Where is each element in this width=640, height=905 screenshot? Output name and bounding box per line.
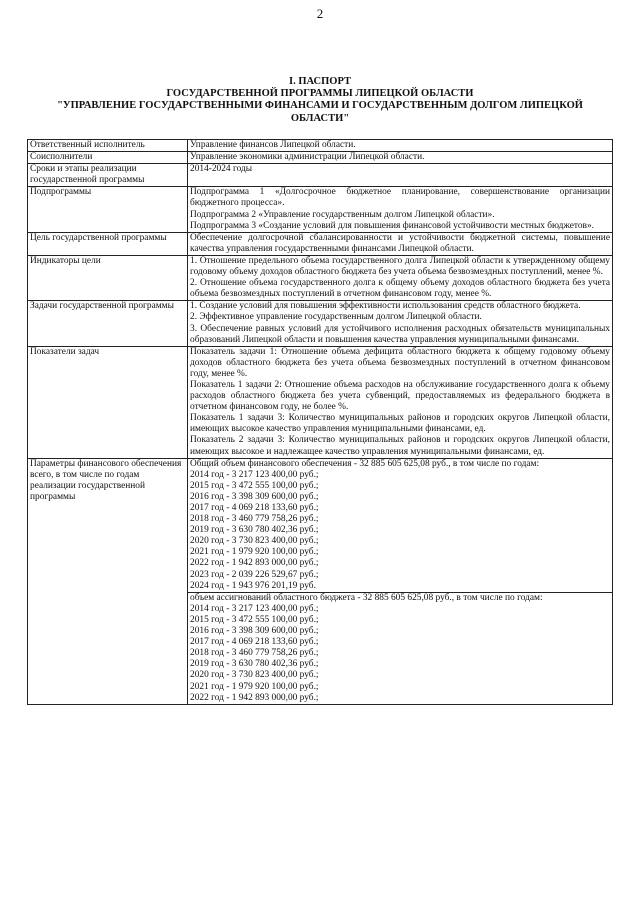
row-value xyxy=(188,152,613,164)
row-value xyxy=(188,164,613,187)
financing-regional-title: объем ассигнований областного бюджета - 32 885 605 625,08 руб., в том числе по годам: xyxy=(190,592,543,603)
financing-year: 2018 год - 3 460 779 758,26 руб.; xyxy=(190,648,319,659)
row-label: Параметры финансового обеспечения всего, в том числе по годам реализации государственной программы xyxy=(28,458,188,704)
row-executor xyxy=(28,140,613,152)
page-number: 2 xyxy=(316,6,324,21)
goal-text: Обеспечение долгосрочной сбалансированности и устойчивости бюджетной системы, повышение качества управления государственными финансами Липецкой области. xyxy=(190,232,610,254)
financing-total-cell xyxy=(188,458,613,592)
task-item: 3. Обеспечение равных условий для устойчивого исполнения расходных обязательств муниципальных образований Липецкой области и повышения качества управления муниципальными финансами. xyxy=(190,323,610,345)
financing-year: 2015 год - 3 472 555 100,00 руб.; xyxy=(190,480,319,491)
row-task-indicators xyxy=(28,346,613,458)
financing-year: 2023 год - 2 039 226 529,67 руб.; xyxy=(190,569,319,580)
row-value xyxy=(188,232,613,255)
row-value xyxy=(188,346,613,458)
row-value xyxy=(188,301,613,346)
heading-line-4: ОБЛАСТИ" xyxy=(290,112,350,124)
task-indicator-item: Показатель 1 задачи 3: Количество муниципальных районов и городских округов Липецкой области, имеющих высокое качество управления муниципальными финансами, ед. xyxy=(190,413,610,435)
row-label: Соисполнители xyxy=(28,152,188,164)
financing-total-title: Общий объем финансового обеспечения - 32 885 605 625,08 руб., в том числе по годам: xyxy=(190,458,540,469)
passport-table xyxy=(27,139,613,705)
financing-year: 2015 год - 3 472 555 100,00 руб.; xyxy=(190,614,319,625)
row-label: Индикаторы цели xyxy=(28,255,188,300)
financing-year: 2014 год - 3 217 123 400,00 руб.; xyxy=(190,469,319,480)
financing-year: 2020 год - 3 730 823 400,00 руб.; xyxy=(190,536,319,547)
executor-text: Управление финансов Липецкой области. xyxy=(190,140,356,150)
financing-year: 2014 год - 3 217 123 400,00 руб.; xyxy=(190,603,319,614)
row-label: Цель государственной программы xyxy=(28,232,188,255)
heading-line-1: I. ПАСПОРТ xyxy=(288,76,352,87)
row-tasks xyxy=(28,301,613,346)
row-financing-total xyxy=(28,458,613,592)
stages-text: 2014-2024 годы xyxy=(190,164,253,175)
task-item: 2. Эффективное управление государственным долгом Липецкой области. xyxy=(190,312,482,323)
row-value xyxy=(188,140,613,152)
subprogram-item: Подпрограмма 2 «Управление государственным долгом Липецкой области». xyxy=(190,209,495,220)
task-indicator-item: Показатель 2 задачи 3: Количество муниципальных районов и городских округов Липецкой области, имеющих высокое и надлежащее качество управления муниципальными финансами, ед. xyxy=(190,435,610,457)
goal-indicator-item: 1. Отношение предельного объема государственного долга Липецкой области к утвержденному общему годовому объему доходов областного бюджета без учета объема безвозмездных поступлений, менее %. xyxy=(190,255,610,278)
financing-year: 2024 год - 1 943 976 201,19 руб. xyxy=(190,580,316,591)
row-subprograms xyxy=(28,187,613,232)
document-heading xyxy=(40,76,600,125)
task-indicator-item: Показатель задачи 1: Отношение объема дефицита областного бюджета к общему годовому объему доходов областного бюджета без учета объема безвозмездных поступлений в отчетном финансовом году, менее %. xyxy=(190,346,610,379)
row-label: Задачи государственной программы xyxy=(28,301,188,346)
task-item: 1. Создание условий для повышения эффективности использования средств областного бюджета. xyxy=(190,301,581,312)
financing-year: 2018 год - 3 460 779 758,26 руб.; xyxy=(190,514,319,525)
subprogram-item: Подпрограмма 3 «Создание условий для повышения финансовой устойчивости местных бюджетов». xyxy=(190,220,594,231)
row-label: Сроки и этапы реализации государственной программы xyxy=(28,164,188,187)
co-executors-text: Управление экономики администрации Липецкой области. xyxy=(190,152,425,163)
row-value xyxy=(188,255,613,300)
financing-year: 2019 год - 3 630 780 402,36 руб.; xyxy=(190,525,319,536)
financing-year: 2017 год - 4 069 218 133,60 руб.; xyxy=(190,503,319,513)
financing-year: 2019 год - 3 630 780 402,36 руб.; xyxy=(190,659,319,670)
row-label: Подпрограммы xyxy=(28,187,188,232)
financing-year: 2016 год - 3 398 309 600,00 руб.; xyxy=(190,491,319,502)
row-label: Ответственный исполнитель xyxy=(28,140,188,152)
row-stages xyxy=(28,164,613,187)
row-value xyxy=(188,187,613,232)
row-goal-indicators xyxy=(28,255,613,300)
heading-line-3: "УПРАВЛЕНИЕ ГОСУДАРСТВЕННЫМИ ФИНАНСАМИ И ГОСУДАРСТВЕННЫМ ДОЛГОМ ЛИПЕЦКОЙ xyxy=(57,100,583,112)
goal-indicator-item: 2. Отношение объема государственного долга к общему объему доходов областного бюджета без учета объема безвозмездных поступлений в отчетном финансовом году, менее %. xyxy=(190,278,610,300)
row-co-executors xyxy=(28,152,613,164)
financing-year: 2022 год - 1 942 893 000,00 руб.; xyxy=(190,692,319,703)
financing-year: 2020 год - 3 730 823 400,00 руб.; xyxy=(190,670,319,681)
financing-year: 2022 год - 1 942 893 000,00 руб.; xyxy=(190,558,319,569)
financing-year: 2021 год - 1 979 920 100,00 руб.; xyxy=(190,547,319,558)
row-label: Показатели задач xyxy=(28,346,188,458)
financing-year: 2016 год - 3 398 309 600,00 руб.; xyxy=(190,626,319,637)
financing-regional-cell xyxy=(188,592,613,704)
financing-year: 2017 год - 4 069 218 133,60 руб.; xyxy=(190,637,319,648)
subprogram-item: Подпрограмма 1 «Долгосрочное бюджетное планирование, совершенствование организации бюджетного процесса». xyxy=(190,187,610,209)
row-goal xyxy=(28,232,613,255)
heading-line-2: ГОСУДАРСТВЕННОЙ ПРОГРАММЫ ЛИПЕЦКОЙ ОБЛАСТИ xyxy=(166,88,474,100)
task-indicator-item: Показатель 1 задачи 2: Отношение объема расходов на обслуживание государственного долга к объему расходов областного бюджета без учета субвенций, предоставляемых из федерального бюджета в отчетном финансовом году, не более %. xyxy=(190,379,610,413)
financing-year: 2021 год - 1 979 920 100,00 руб.; xyxy=(190,681,319,692)
